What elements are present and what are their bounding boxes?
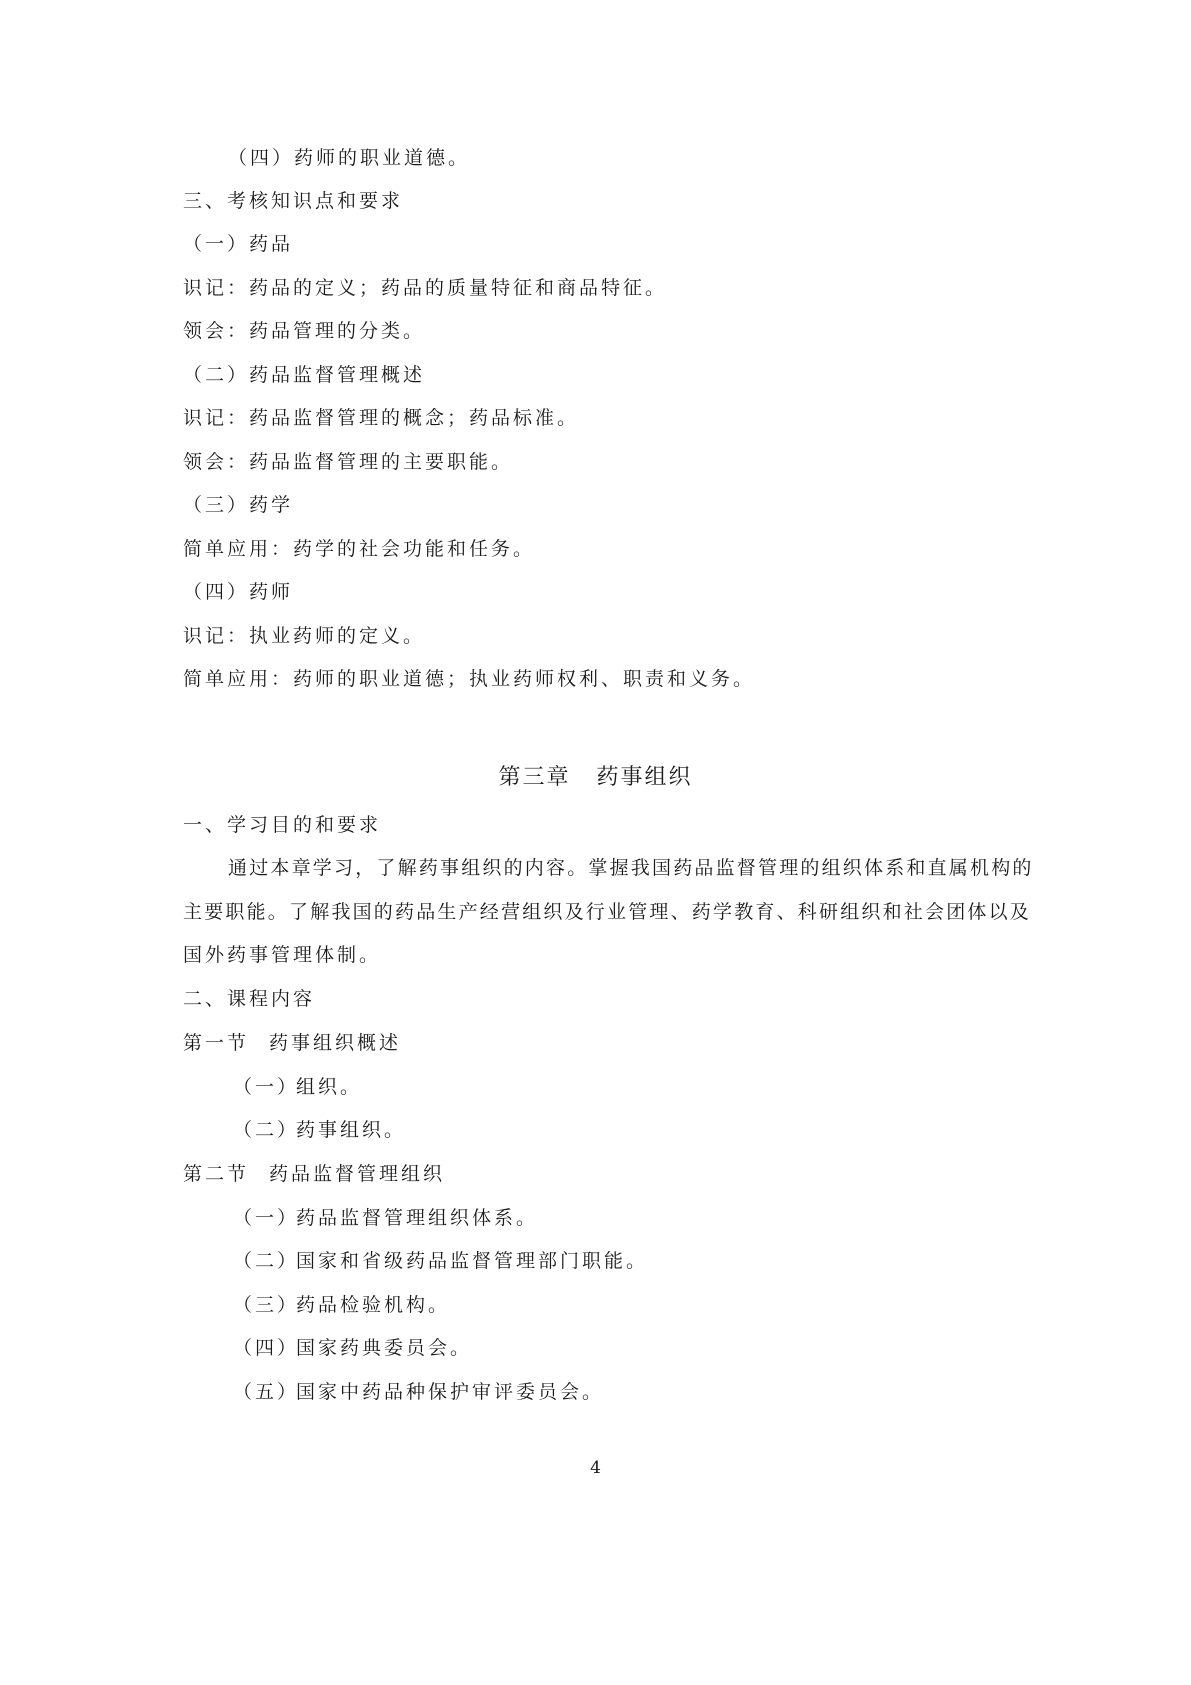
paragraph-line: 通过本章学习，了解药事组织的内容。掌握我国药品监督管理的组织体系和直属机构的 — [228, 857, 1034, 879]
item-number: （四） — [233, 1337, 300, 1359]
subheading: （四）药师 — [183, 581, 294, 603]
item-text: 药品监督管理组织体系。 — [296, 1207, 539, 1229]
item-text: 国家和省级药品监督管理部门职能。 — [296, 1250, 649, 1272]
subheading: （三）药学 — [183, 494, 294, 516]
section-heading: 一、学习目的和要求 — [183, 814, 382, 836]
text-line: 识记：药品的定义；药品的质量特征和商品特征。 — [183, 277, 668, 299]
chapter-title — [0, 764, 1191, 792]
section-number: 第一节 — [183, 1032, 250, 1054]
section-title — [183, 1031, 401, 1055]
item-number: （三） — [233, 1294, 300, 1316]
item-text: 国家中药品种保护审评委员会。 — [296, 1381, 605, 1403]
item-number: （一） — [233, 1076, 300, 1098]
chapter-number: 第三章 — [498, 765, 571, 790]
text-line: 识记：药品监督管理的概念；药品标准。 — [183, 407, 580, 429]
section-title — [183, 1162, 445, 1186]
text-line: 简单应用：药学的社会功能和任务。 — [183, 538, 536, 560]
section-heading: 二、课程内容 — [183, 988, 316, 1010]
text-line: （四）药师的职业道德。 — [228, 147, 471, 169]
section-heading: 三、考核知识点和要求 — [183, 190, 404, 212]
page-number: 4 — [590, 1458, 601, 1478]
item-text: 国家药典委员会。 — [296, 1337, 473, 1359]
item-text: 药事组织。 — [296, 1119, 407, 1141]
section-name: 药品监督管理组织 — [269, 1163, 446, 1185]
item-number: （二） — [233, 1250, 300, 1272]
section-name: 药事组织概述 — [269, 1032, 402, 1054]
subheading: （一）药品 — [183, 233, 294, 255]
item-number: （五） — [233, 1381, 300, 1403]
item-text: 药品检验机构。 — [296, 1294, 451, 1316]
text-line: 识记：执业药师的定义。 — [183, 625, 426, 647]
item-number: （一） — [233, 1207, 300, 1229]
item-number: （二） — [233, 1119, 300, 1141]
text-line: 领会：药品监督管理的主要职能。 — [183, 451, 514, 473]
subheading: （二）药品监督管理概述 — [183, 364, 426, 386]
paragraph-line: 主要职能。了解我国的药品生产经营组织及行业管理、药学教育、科研组织和社会团体以及 — [183, 901, 1032, 923]
chapter-name: 药事组织 — [596, 765, 693, 790]
section-number: 第二节 — [183, 1163, 250, 1185]
text-line: 简单应用：药师的职业道德；执业药师权利、职责和义务。 — [183, 668, 756, 690]
text-line: 领会：药品管理的分类。 — [183, 320, 426, 342]
paragraph-line: 国外药事管理体制。 — [183, 944, 382, 966]
item-text: 组织。 — [296, 1076, 363, 1098]
